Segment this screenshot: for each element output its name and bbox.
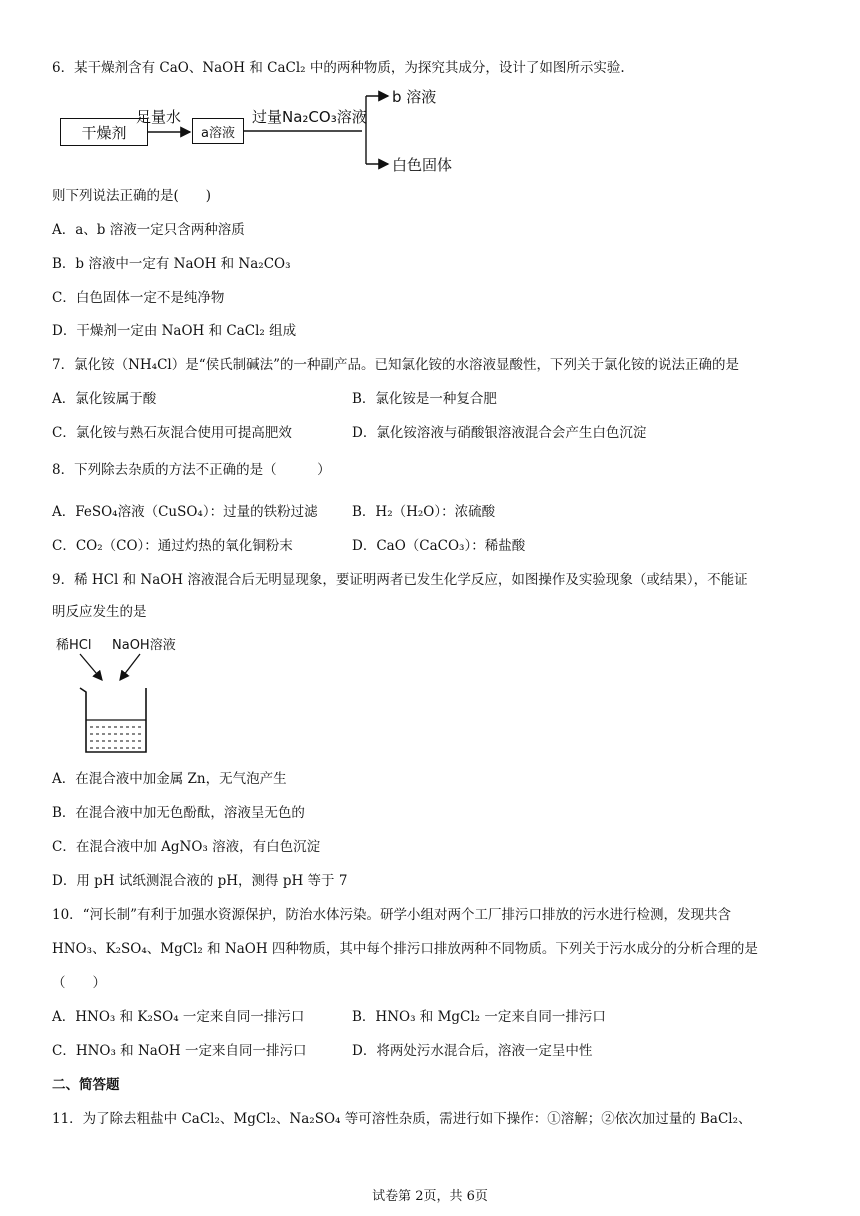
q10-option-c: C．HNO₃ 和 NaOH 一定来自同一排污口: [52, 1043, 307, 1059]
q10-stem-line1: 10．“河长制”有利于加强水资源保护，防治水体污染。研学小组对两个工厂排污口排放的污水进行检测，发现共含: [52, 907, 731, 923]
q8-option-b: B．H₂（H₂O）：浓硫酸: [352, 504, 496, 520]
q6-arrow2-label: 过量Na₂CO₃溶液: [252, 108, 367, 126]
q9-option-b: B．在混合液中加无色酚酞，溶液呈无色的: [52, 805, 305, 821]
section-heading: 二、简答题: [52, 1077, 120, 1093]
page-footer: 试卷第 2页，共 6页: [372, 1189, 488, 1204]
q8-option-a: A．FeSO₄溶液（CuSO₄）：过量的铁粉过滤: [52, 504, 318, 520]
q9-option-a: A．在混合液中加金属 Zn，无气泡产生: [52, 771, 287, 787]
q6-arrow1-label: 足量水: [136, 108, 182, 126]
q7-option-b: B．氯化铵是一种复合肥: [352, 391, 497, 407]
q6-stem: 6．某干燥剂含有 CaO、NaOH 和 CaCl₂ 中的两种物质，为探究其成分，设计了如图所示实验.: [52, 60, 625, 76]
q8-stem: 8．下列除去杂质的方法不正确的是（ ）: [52, 462, 331, 478]
q9-arrow-right-icon: [120, 654, 140, 680]
q6-option-d: D．干燥剂一定由 NaOH 和 CaCl₂ 组成: [52, 323, 297, 339]
q7-option-a: A．氯化铵属于酸: [52, 391, 157, 407]
q9-stem-line1: 9．稀 HCl 和 NaOH 溶液混合后无明显现象，要证明两者已发生化学反应，如图操作及实验现象（或结果），不能证: [52, 572, 748, 588]
q10-option-d: D．将两处污水混合后，溶液一定呈中性: [352, 1043, 593, 1059]
q10-option-b: B．HNO₃ 和 MgCl₂ 一定来自同一排污口: [352, 1009, 606, 1025]
q7-option-d: D．氯化铵溶液与硝酸银溶液混合会产生白色沉淀: [352, 425, 647, 441]
q9-stem-line2: 明反应发生的是: [52, 604, 147, 620]
q6-option-a: A．a、b 溶液一定只含两种溶质: [52, 222, 245, 238]
q7-option-c: C．氯化铵与熟石灰混合使用可提高肥效: [52, 425, 292, 441]
q6-out-white-solid: 白色固体: [392, 156, 453, 174]
q8-option-c: C．CO₂（CO）：通过灼热的氧化铜粉末: [52, 538, 293, 554]
q9-arrow-left-icon: [80, 654, 102, 680]
q9-option-c: C．在混合液中加 AgNO₃ 溶液，有白色沉淀: [52, 839, 321, 855]
q10-stem-line3: （ ）: [52, 975, 106, 991]
q6-prompt: 则下列说法正确的是( ): [52, 188, 212, 204]
q11-stem: 11．为了除去粗盐中 CaCl₂、MgCl₂、Na₂SO₄ 等可溶性杂质，需进行如下操作：①溶解；②依次加过量的 BaCl₂、: [52, 1111, 752, 1127]
q6-option-b: B．b 溶液中一定有 NaOH 和 Na₂CO₃: [52, 256, 291, 272]
q8-option-d: D．CaO（CaCO₃）：稀盐酸: [352, 538, 526, 554]
q9-label-naoh: NaOH溶液: [112, 638, 176, 653]
q6-out-b-solution: b 溶液: [392, 88, 437, 106]
q7-stem: 7．氯化铵（NH₄Cl）是“侯氏制碱法”的一种副产品。已知氯化铵的水溶液显酸性，下列关于氯化铵的说法正确的是: [52, 357, 740, 373]
q10-option-a: A．HNO₃ 和 K₂SO₄ 一定来自同一排污口: [52, 1009, 305, 1025]
q9-option-d: D．用 pH 试纸测混合液的 pH，测得 pH 等于 7: [52, 873, 348, 889]
q9-label-hcl: 稀HCl: [56, 638, 92, 653]
q10-stem-line2: HNO₃、K₂SO₄、MgCl₂ 和 NaOH 四种物质，其中每个排污口排放两种不同物质。下列关于污水成分的分析合理的是: [52, 941, 758, 957]
q6-box-desiccant: 干燥剂: [60, 118, 148, 146]
q6-box-a-solution: a溶液: [192, 118, 244, 144]
q6-option-c: C．白色固体一定不是纯净物: [52, 290, 225, 306]
beaker-icon: [80, 688, 146, 752]
